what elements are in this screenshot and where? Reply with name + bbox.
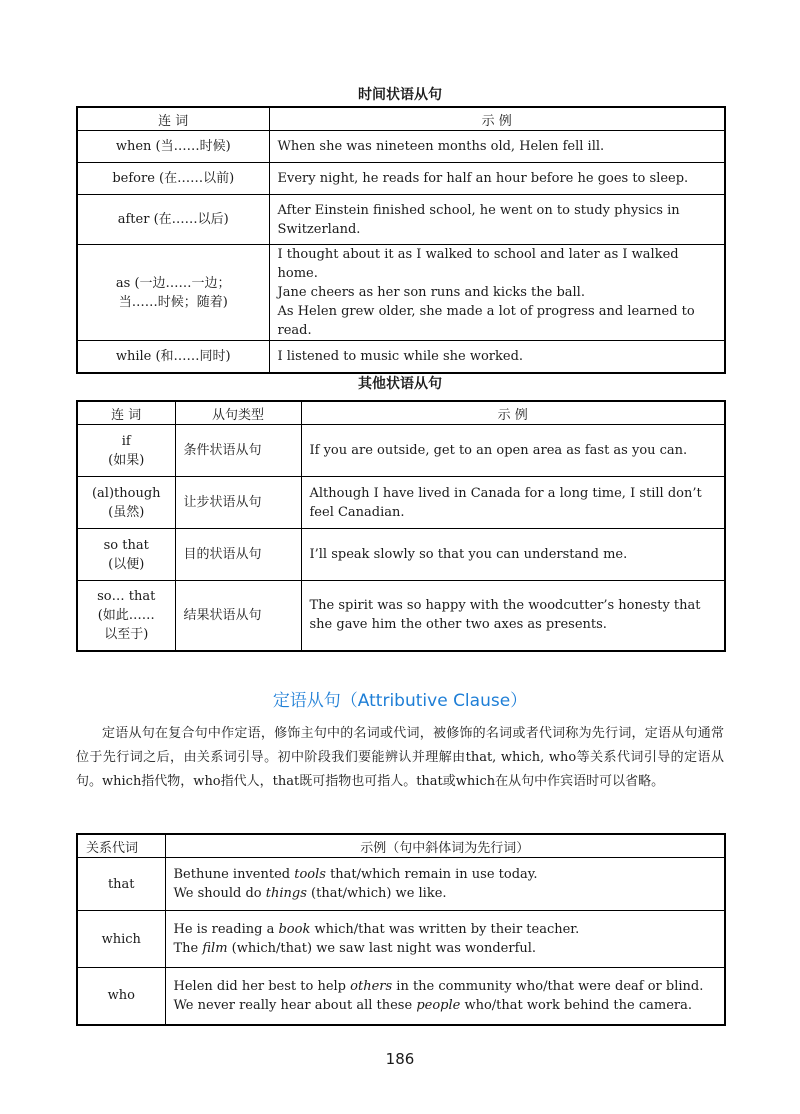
example-line: [174, 939, 717, 958]
example-line: [174, 996, 717, 1015]
antecedent-word: things: [265, 886, 307, 901]
clause-type-cell: 让步状语从句: [175, 477, 301, 529]
text-span: We never really hear about all these: [173, 997, 417, 1013]
table2-caption: 其他状语从句: [358, 376, 442, 392]
table-row: [77, 968, 725, 1025]
text-span: He is reading a: [173, 922, 279, 937]
table-row: [77, 911, 725, 968]
column-header-example: 示 例: [269, 107, 725, 131]
conjunction-line: (如果): [108, 452, 145, 468]
table-header-row: [77, 107, 725, 131]
conjunction-cell: [77, 529, 175, 581]
conjunction-line: (al)though: [91, 485, 161, 501]
clause-type-cell: 条件状语从句: [175, 425, 301, 477]
column-header-conjunction: 连 词: [77, 401, 175, 425]
table-row: [77, 163, 725, 195]
conjunction-line: (虽然): [108, 504, 145, 520]
conjunction-cell: [77, 477, 175, 529]
column-header-pronoun: 关系代词: [77, 834, 165, 858]
antecedent-word: tools: [294, 867, 326, 882]
table-row: [77, 341, 725, 373]
table-row: [77, 245, 725, 341]
table-row: [77, 581, 725, 651]
column-header-example: 示 例: [301, 401, 725, 425]
text-span: that/which remain in use today.: [325, 867, 538, 882]
text-span: Helen did her best to help: [173, 978, 351, 994]
table-row: [77, 858, 725, 911]
section-paragraph: 定语从句在复合句中作定语，修饰主句中的名词或代词，被修饰的名词或者代词称为先行词，定语从句通常位于先行词之后，由关系词引导。初中阶段我们要能辨认并理解由that, which, who等关系代词引导的定语从句。which指代物，who指代人，that既可指物也可指人。that或which在从句中作宾语时可以省略。: [76, 726, 724, 789]
conjunction-cell: while (和……同时): [77, 341, 269, 373]
text-span: who/that work behind the camera.: [460, 997, 692, 1013]
text-span: (that/which) we like.: [306, 886, 447, 901]
example-cell: [165, 911, 725, 968]
clause-type-cell: 结果状语从句: [175, 581, 301, 651]
text-span: (which/that) we saw last night was wonderful.: [227, 941, 537, 956]
section-title: 定语从句（Attributive Clause）: [272, 691, 528, 711]
table-row: [77, 131, 725, 163]
conjunction-line: as (一边……一边；: [115, 275, 231, 291]
conjunction-line: so that: [103, 537, 149, 553]
example-line: [174, 920, 717, 939]
table-header-row: [77, 401, 725, 425]
column-header-clause-type: 从句类型: [175, 401, 301, 425]
conjunction-line: 当……时候；随着): [118, 294, 228, 310]
example-cell: I listened to music while she worked.: [269, 341, 725, 373]
example-cell: Every night, he reads for half an hour before he goes to sleep.: [269, 163, 725, 195]
conjunction-line: (以便): [108, 556, 145, 572]
table-header-row: [77, 834, 725, 858]
example-cell: After Einstein finished school, he went on to study physics in Switzerland.: [269, 195, 725, 245]
conjunction-cell: [77, 425, 175, 477]
relative-pronoun-table: [76, 833, 726, 1026]
example-line: As Helen grew older, she made a lot of progress and learned to read.: [277, 304, 695, 338]
conjunction-line: if: [121, 433, 131, 449]
clause-type-cell: 目的状语从句: [175, 529, 301, 581]
column-header-conjunction: 连 词: [77, 107, 269, 131]
example-line: [174, 884, 717, 903]
adverbial-other-table: [76, 400, 726, 652]
conjunction-cell: after (在……以后): [77, 195, 269, 245]
conjunction-cell: [77, 245, 269, 341]
conjunction-line: 以至于): [104, 626, 149, 642]
table-row: [77, 425, 725, 477]
conjunction-cell: [77, 581, 175, 651]
example-cell: I’ll speak slowly so that you can understand me.: [301, 529, 725, 581]
example-cell: [165, 858, 725, 911]
example-cell: [269, 245, 725, 341]
conjunction-cell: before (在……以前): [77, 163, 269, 195]
example-line: Jane cheers as her son runs and kicks the ball.: [277, 285, 585, 300]
example-cell: When she was nineteen months old, Helen fell ill.: [269, 131, 725, 163]
table-row: [77, 529, 725, 581]
text-span: Bethune invented: [173, 867, 295, 882]
antecedent-word: people: [416, 997, 461, 1013]
conjunction-cell: when (当……时候): [77, 131, 269, 163]
antecedent-word: film: [202, 941, 228, 956]
text-span: in the community who/that were deaf or blind.: [392, 978, 704, 994]
example-cell: [165, 968, 725, 1025]
adverbial-time-table: [76, 106, 726, 374]
table1-caption: 时间状语从句: [358, 87, 442, 103]
example-line: I thought about it as I walked to school and later as I walked home.: [277, 247, 679, 281]
table-row: [77, 195, 725, 245]
text-span: The: [173, 941, 203, 956]
text-span: which/that was written by their teacher.: [310, 922, 580, 937]
example-cell: Although I have lived in Canada for a long time, I still don’t feel Canadian.: [301, 477, 725, 529]
example-cell: The spirit was so happy with the woodcutter’s honesty that she gave him the other two axes as presents.: [301, 581, 725, 651]
example-cell: If you are outside, get to an open area as fast as you can.: [301, 425, 725, 477]
conjunction-line: (如此……: [97, 607, 155, 623]
text-span: We should do: [173, 886, 266, 901]
antecedent-word: book: [278, 922, 311, 937]
example-line: [174, 977, 717, 996]
conjunction-line: so… that: [97, 588, 156, 604]
column-header-example: 示例（句中斜体词为先行词）: [165, 834, 725, 858]
pronoun-cell: which: [77, 911, 165, 968]
page-number: 186: [385, 1050, 415, 1068]
pronoun-cell: that: [77, 858, 165, 911]
antecedent-word: others: [350, 978, 393, 994]
example-line: [174, 865, 717, 884]
table-row: [77, 477, 725, 529]
pronoun-cell: who: [77, 968, 165, 1025]
